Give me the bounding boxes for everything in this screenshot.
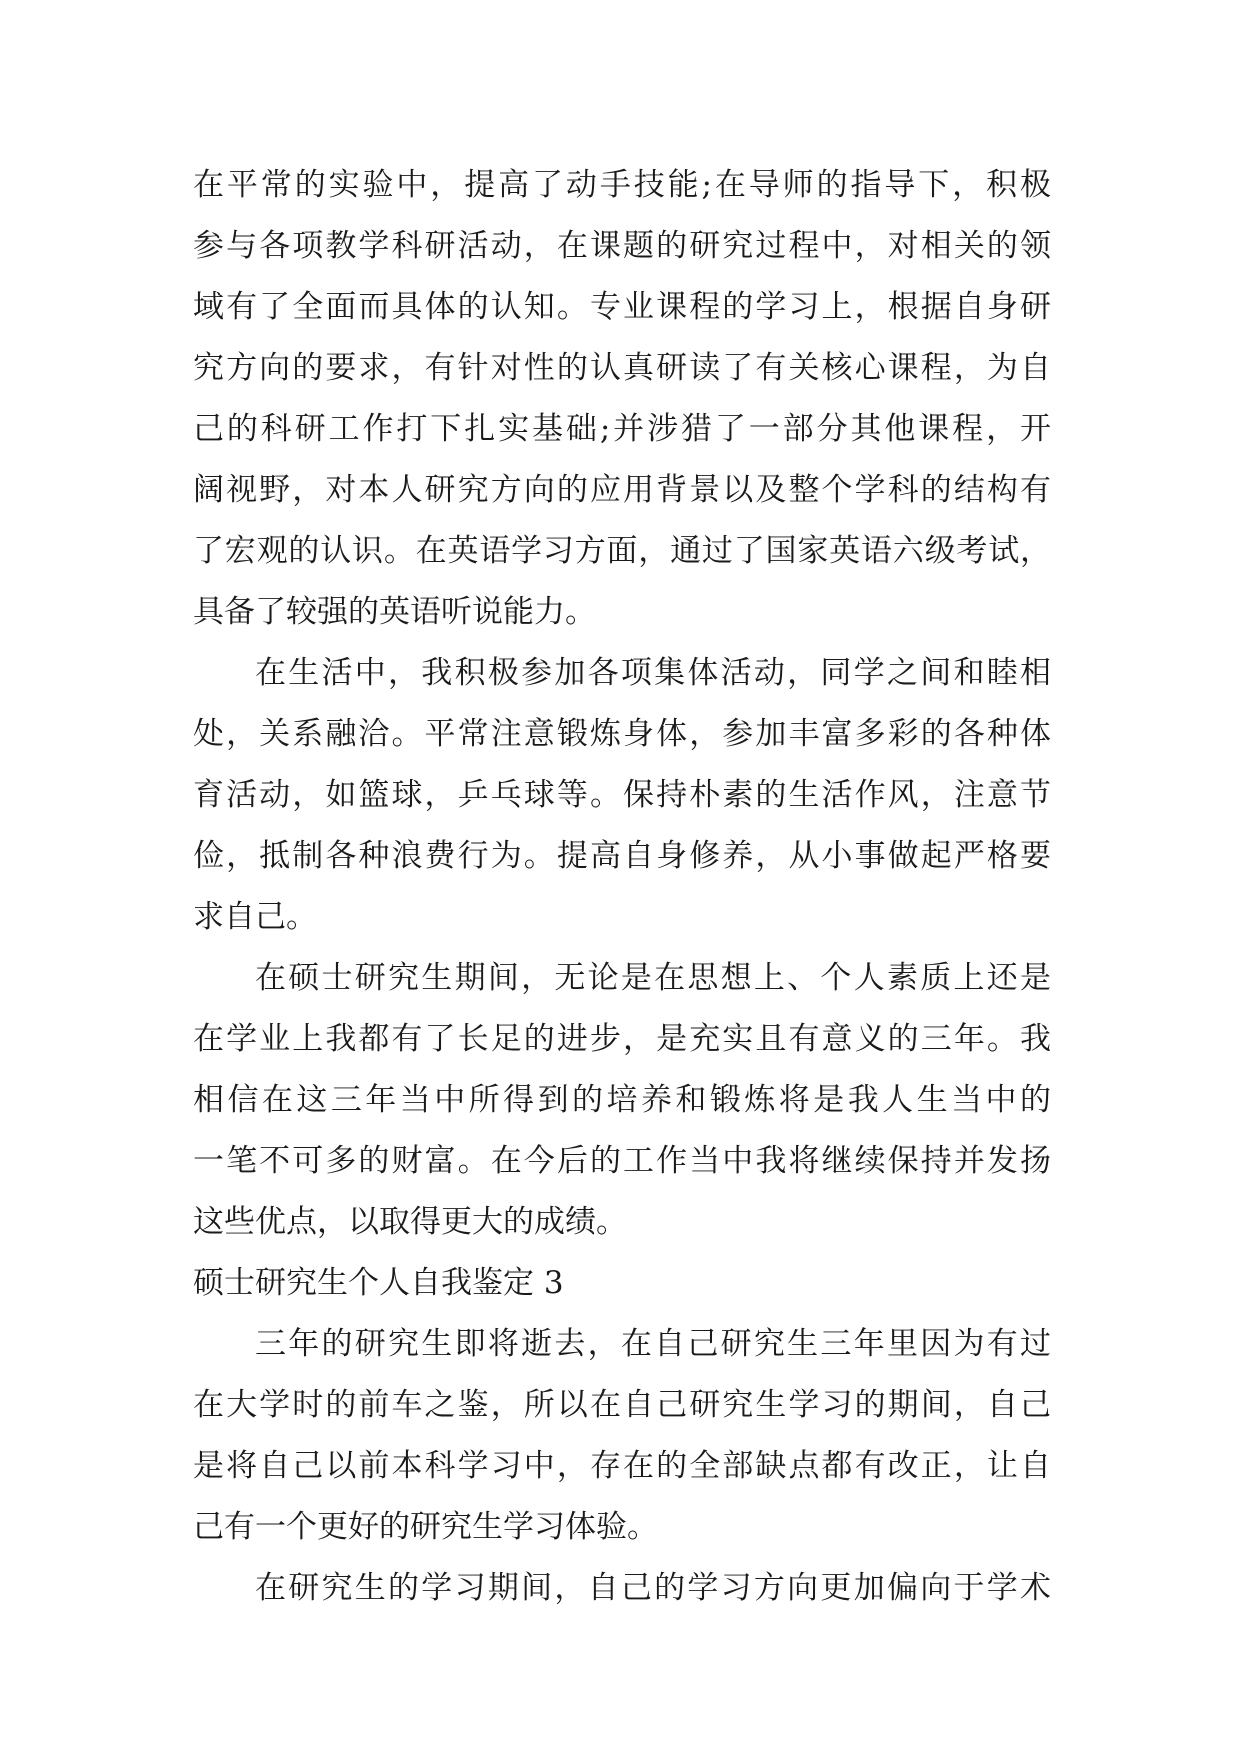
text-line: 究方向的要求，有针对性的认真研读了有关核心课程，为自 bbox=[193, 350, 1051, 386]
text-line: 域有了全面而具体的认知。专业课程的学习上，根据自身研 bbox=[193, 289, 1051, 325]
text-line: 在生活中，我积极参加各项集体活动，同学之间和睦相 bbox=[255, 655, 1051, 691]
text-line: 在学业上我都有了长足的进步，是充实且有意义的三年。我 bbox=[193, 1021, 1051, 1057]
text-line: 处，关系融洽。平常注意锻炼身体，参加丰富多彩的各种体 bbox=[193, 716, 1051, 752]
text-line: 在平常的实验中，提高了动手技能;在导师的指导下，积极 bbox=[193, 167, 1051, 203]
text-line: 阔视野，对本人研究方向的应用背景以及整个学科的结构有 bbox=[193, 472, 1051, 508]
text-line: 一笔不可多的财富。在今后的工作当中我将继续保持并发扬 bbox=[193, 1143, 1051, 1179]
text-line: 在大学时的前车之鉴，所以在自己研究生学习的期间，自己 bbox=[193, 1387, 1051, 1423]
paragraph-2 bbox=[193, 643, 1051, 948]
document-page bbox=[193, 155, 1051, 1619]
text-line: 三年的研究生即将逝去，在自己研究生三年里因为有过 bbox=[255, 1326, 1051, 1362]
paragraph-5 bbox=[193, 1558, 1051, 1619]
text-line: 己有一个更好的研究生学习体验。 bbox=[193, 1509, 658, 1545]
text-line: 是将自己以前本科学习中，存在的全部缺点都有改正，让自 bbox=[193, 1448, 1051, 1484]
paragraph-3 bbox=[193, 948, 1051, 1253]
text-line: 相信在这三年当中所得到的培养和锻炼将是我人生当中的 bbox=[193, 1082, 1051, 1118]
paragraph-1 bbox=[193, 155, 1051, 643]
text-line: 具备了较强的英语听说能力。 bbox=[193, 594, 596, 630]
text-line: 己的科研工作打下扎实基础;并涉猎了一部分其他课程，开 bbox=[193, 411, 1051, 447]
text-line: 在研究生的学习期间，自己的学习方向更加偏向于学术 bbox=[255, 1570, 1051, 1606]
text-line: 了宏观的认识。在英语学习方面，通过了国家英语六级考试， bbox=[193, 533, 1051, 569]
text-line: 求自己。 bbox=[193, 899, 317, 935]
text-line: 这些优点，以取得更大的成绩。 bbox=[193, 1204, 627, 1240]
text-line: 参与各项教学科研活动，在课题的研究过程中，对相关的领 bbox=[193, 228, 1051, 264]
text-line: 育活动，如篮球，乒乓球等。保持朴素的生活作风，注意节 bbox=[193, 777, 1051, 813]
text-line: 俭，抵制各种浪费行为。提高自身修养，从小事做起严格要 bbox=[193, 838, 1051, 874]
paragraph-4 bbox=[193, 1314, 1051, 1558]
section-heading: 硕士研究生个人自我鉴定 3 bbox=[193, 1265, 564, 1301]
text-line: 在硕士研究生期间，无论是在思想上、个人素质上还是 bbox=[255, 960, 1051, 996]
